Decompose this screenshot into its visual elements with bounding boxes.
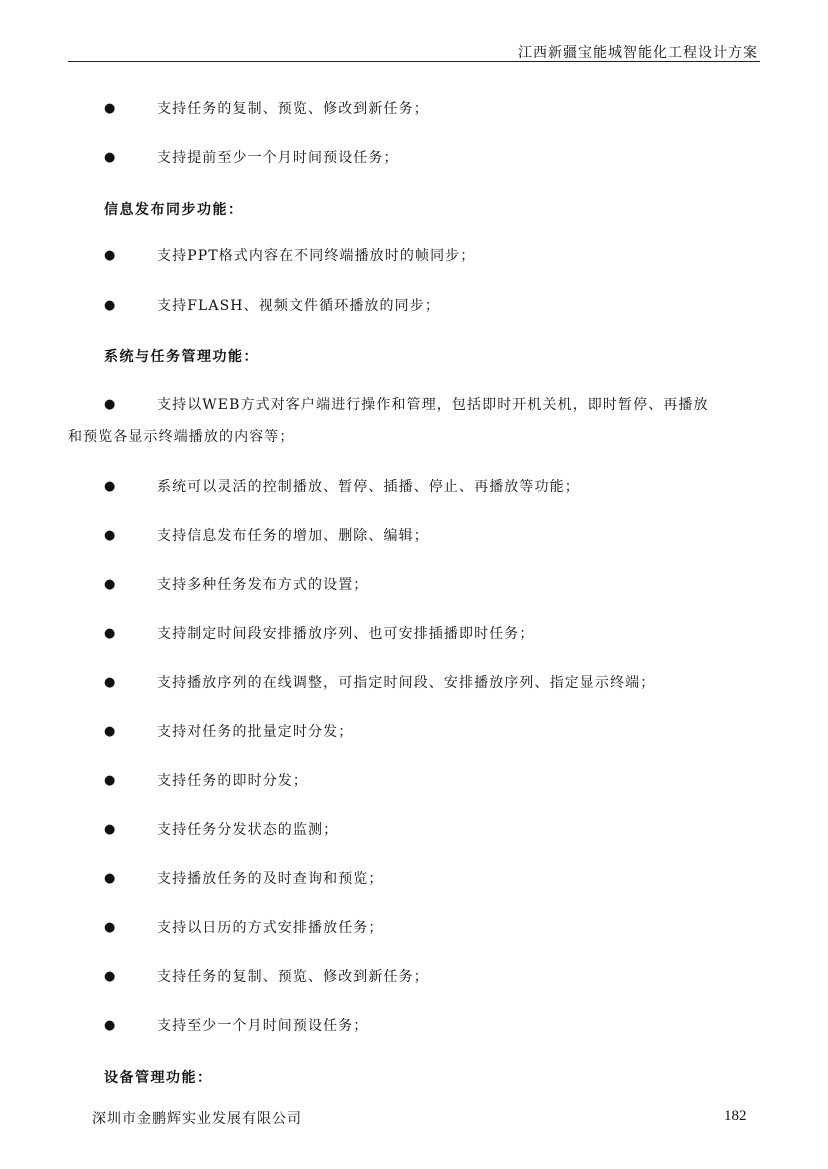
list-item-text: 支持播放任务的及时查询和预览； [157,871,384,887]
bullet-icon: ● [104,675,117,690]
section-heading: 系统与任务管理功能： [104,349,259,365]
list-item-text: 支持任务分发状态的监测； [157,822,339,838]
list-item-text: 支持提前至少一个月时间预设任务； [157,150,399,166]
list-item-text: 支持任务的复制、预览、修改到新任务； [157,101,429,117]
list-item-text: 支持至少一个月时间预设任务； [157,1018,369,1034]
bullet-icon: ● [104,397,117,412]
bullet-icon: ● [104,248,117,263]
bullet-icon: ● [104,528,117,543]
list-item-text-line2: 和预览各显示终端播放的内容等； [68,429,295,445]
bullet-icon: ● [104,626,117,641]
list-item-text: 支持多种任务发布方式的设置； [157,577,369,593]
list-item-text: 系统可以灵活的控制播放、暂停、插播、停止、再播放等功能； [157,479,580,495]
bullet-icon: ● [104,101,117,116]
bullet-icon: ● [104,773,117,788]
header-rule [68,61,760,62]
section-heading: 设备管理功能： [104,1070,213,1086]
header-title: 江西新疆宝能城智能化工程设计方案 [518,45,758,61]
list-item-text: 支持FLASH、视频文件循环播放的同步； [157,298,440,314]
bullet-icon: ● [104,920,117,935]
bullet-icon: ● [104,298,117,313]
list-item-text-line1: 支持以WEB方式对客户端进行操作和管理，包括即时开机关机，即时暂停、再播放 [157,397,709,413]
list-item-text: 支持制定时间段安排播放序列、也可安排插播即时任务； [157,626,535,642]
bullet-icon: ● [104,150,117,165]
list-item-text: 支持信息发布任务的增加、删除、编辑； [157,528,429,544]
footer-company: 深圳市金鹏辉实业发展有限公司 [92,1111,302,1127]
bullet-icon: ● [104,479,117,494]
bullet-icon: ● [104,724,117,739]
section-heading: 信息发布同步功能： [104,202,244,218]
bullet-icon: ● [104,577,117,592]
bullet-icon: ● [104,1018,117,1033]
list-item-text: 支持播放序列的在线调整，可指定时间段、安排播放序列、指定显示终端； [157,675,656,691]
list-item-text: 支持以日历的方式安排播放任务； [157,920,384,936]
page-number: 182 [724,1108,747,1124]
list-item-text: 支持对任务的批量定时分发； [157,724,354,740]
bullet-icon: ● [104,969,117,984]
bullet-icon: ● [104,871,117,886]
list-item-text: 支持任务的即时分发； [157,773,308,789]
list-item-text: 支持PPT格式内容在不同终端播放时的帧同步； [157,248,476,264]
bullet-icon: ● [104,822,117,837]
list-item-text: 支持任务的复制、预览、修改到新任务； [157,969,429,985]
